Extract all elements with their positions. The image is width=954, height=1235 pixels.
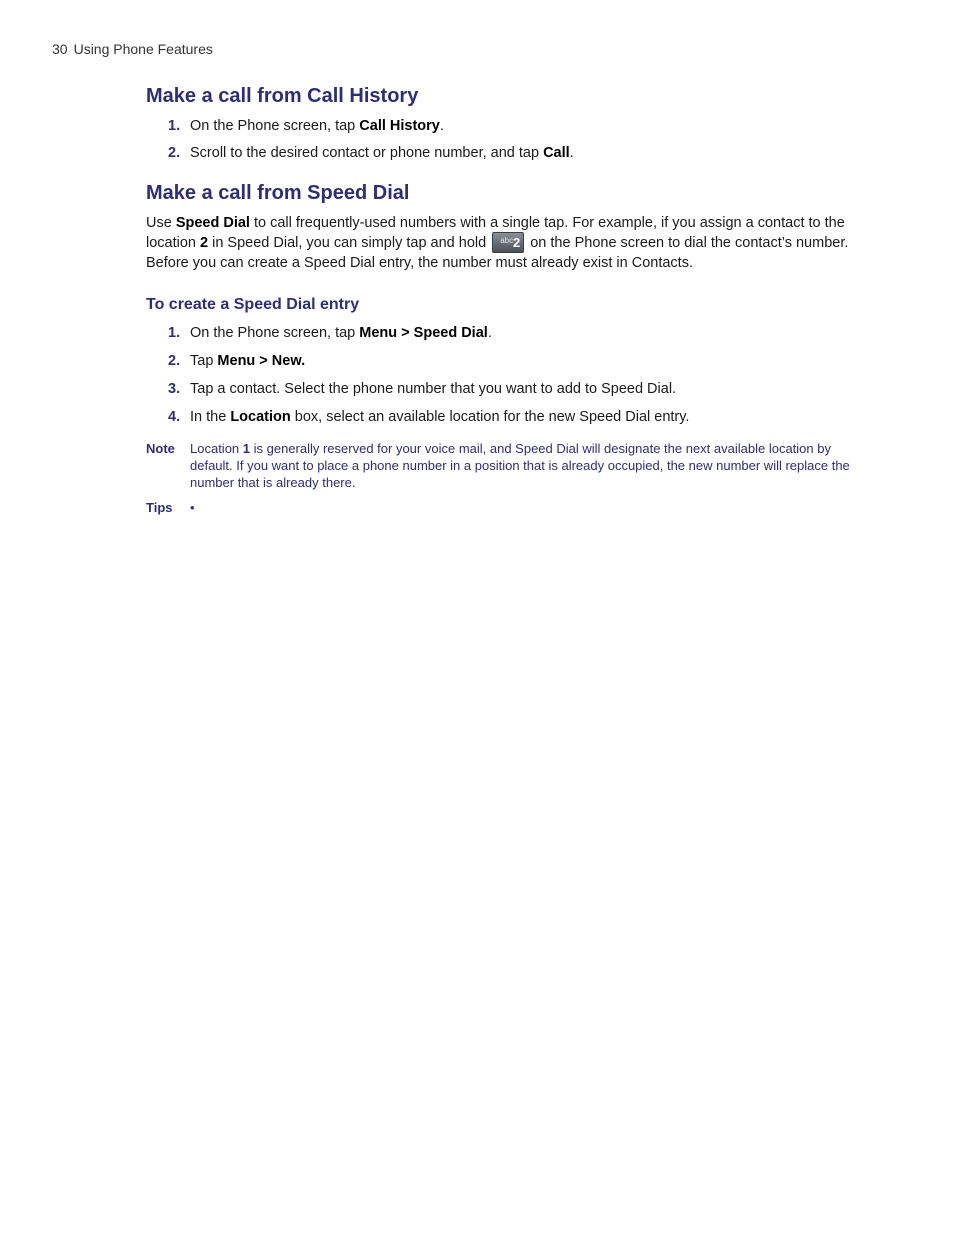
- list-item: 1. On the Phone screen, tap Call History.: [168, 118, 444, 134]
- tips-bullet: •: [190, 500, 195, 515]
- heading-call-history: Make a call from Call History: [146, 85, 419, 107]
- list-item: 2. Scroll to the desired contact or phone number, and tap Call.: [168, 145, 574, 161]
- page-number: 30: [52, 41, 68, 57]
- call-history-steps: [146, 116, 851, 163]
- list-item: 1. On the Phone screen, tap Menu > Speed Dial.: [168, 325, 492, 341]
- page-content: [146, 82, 851, 516]
- page-header: [52, 41, 213, 57]
- section-name: Using Phone Features: [73, 41, 213, 57]
- list-item: 4. In the Location box, select an available location for the new Speed Dial entry.: [168, 409, 690, 425]
- subheading-create-speed-dial: To create a Speed Dial entry: [146, 296, 360, 313]
- tips-label: Tips: [146, 500, 173, 515]
- tips-block: [146, 499, 851, 516]
- list-item: 2. Tap Menu > New.: [168, 353, 306, 369]
- keypad-2-icon: abc 2: [492, 232, 524, 253]
- speed-dial-intro: Use Speed Dial to call frequently-used numbers with a single tap. For example, if you assign a contact to the location 2 in Speed Dial, you can simply tap and hold abc 2 on the Phone screen to dial the contact’s number. Before you can create a Speed Dial entry, the number must already exist in Contacts.: [146, 215, 849, 271]
- heading-speed-dial: Make a call from Speed Dial: [146, 182, 410, 204]
- list-item: 3. Tap a contact. Select the phone number that you want to add to Speed Dial.: [168, 381, 677, 397]
- note-block: Note Location 1 is generally reserved for your voice mail, and Speed Dial will designate the next available location by default. If you want to place a phone number in a position that is already occupied, the new number will replace the number that is already there.: [146, 441, 850, 490]
- speed-dial-steps: [146, 323, 851, 427]
- note-label: Note: [146, 441, 175, 456]
